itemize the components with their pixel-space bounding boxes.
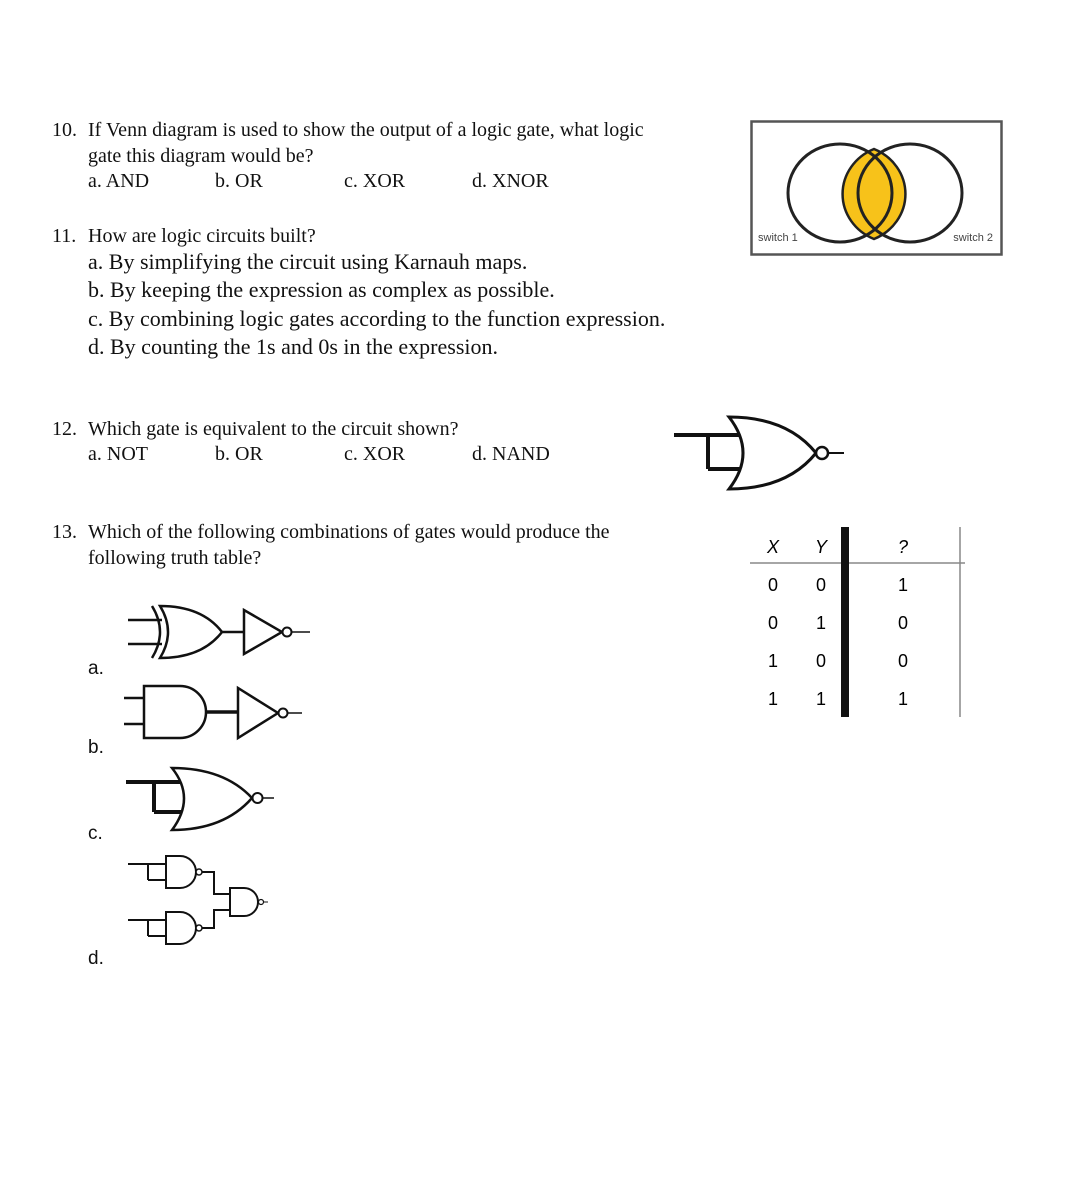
q12-option-c[interactable]: c. XOR [344,443,406,465]
q13-option-label-a[interactable]: a. [88,658,104,679]
tt-cell: 0 [815,575,827,595]
q12-option-a[interactable]: a. NOT [88,443,148,465]
tt-cell: 0 [767,613,779,633]
q13-option-a-xor-not-gates[interactable] [122,600,317,670]
q10-option-d[interactable]: d. XNOR [472,170,549,192]
q11-option-d[interactable]: d. By counting the 1s and 0s in the expression. [88,334,499,359]
venn-diagram [750,120,1004,257]
q11-option-b[interactable]: b. By keeping the expression as complex as possible. [88,277,555,302]
q11-question: How are logic circuits built? [88,225,316,247]
q12-question: Which gate is equivalent to the circuit shown? [88,418,459,440]
q12-number: 12. [52,418,77,440]
q12-option-b[interactable]: b. OR [215,443,263,465]
q12-circuit-nor-gate [672,413,852,495]
tt-cell: 1 [767,651,779,671]
q13-option-b-and-not-gates[interactable] [122,680,317,750]
tt-cell: 0 [897,651,909,671]
q10-question-line1: If Venn diagram is used to show the output of a logic gate, what logic [88,119,644,141]
tt-cell: 1 [767,689,779,709]
tt-cell: 1 [897,575,909,595]
venn-label-switch2: switch 2 [953,232,993,244]
tt-cell: 1 [897,689,909,709]
q10-option-a[interactable]: a. AND [88,170,150,192]
tt-header-x: X [766,537,780,557]
q11-number: 11. [52,225,77,247]
q13-option-label-c[interactable]: c. [88,823,103,844]
q10-question-line2: gate this diagram would be? [88,145,314,167]
tt-header-output: ? [897,537,909,557]
q13-question-line2: following truth table? [88,547,262,569]
q13-question-line1: Which of the following combinations of gates would produce the [88,521,610,543]
q10-number: 10. [52,119,77,141]
q11-option-a[interactable]: a. By simplifying the circuit using Karnauh maps. [88,249,528,274]
q13-option-d-nand-and-circuit[interactable] [122,850,292,950]
tt-cell: 0 [815,651,827,671]
tt-header-y: Y [814,537,828,557]
q13-option-label-d[interactable]: d. [88,948,104,969]
tt-cell: 1 [815,613,827,633]
tt-cell: 1 [815,689,827,709]
q10-option-c[interactable]: c. XOR [344,170,406,192]
tt-cell: 0 [767,575,779,595]
q13-option-label-b[interactable]: b. [88,737,104,758]
q10-option-b[interactable]: b. OR [215,170,263,192]
q11-option-c[interactable]: c. By combining logic gates according to the function expression. [88,306,666,331]
truth-table [750,525,965,720]
q13-option-c-nor-gate[interactable] [122,765,282,835]
q13-number: 13. [52,521,77,543]
q12-option-d[interactable]: d. NAND [472,443,550,465]
venn-label-switch1: switch 1 [758,232,798,244]
tt-cell: 0 [897,613,909,633]
